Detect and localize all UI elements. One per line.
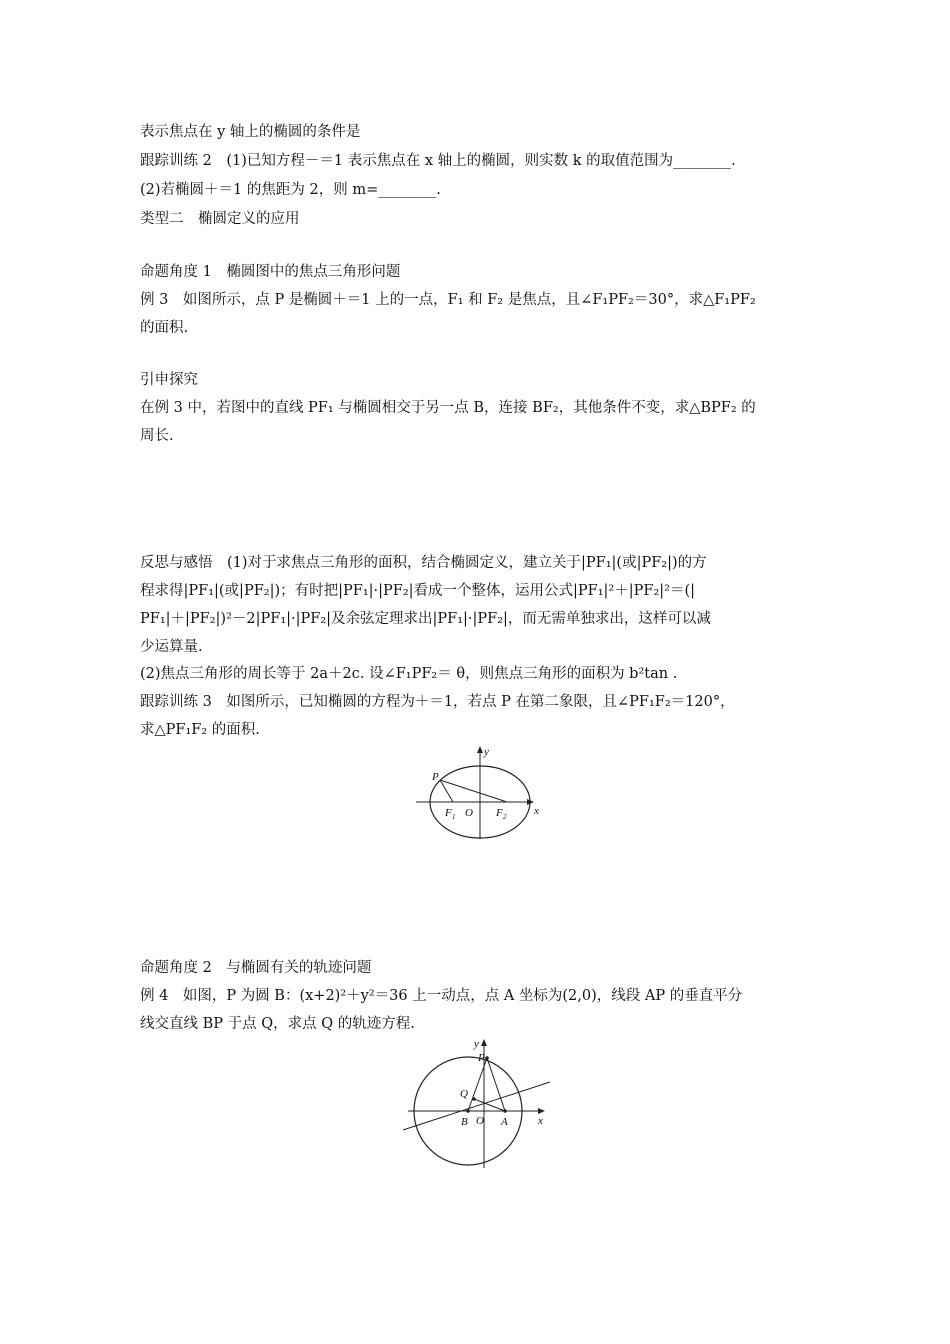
- x-axis: [408, 1108, 545, 1114]
- q-label: Q: [460, 1088, 468, 1100]
- text-line: PF₁|＋|PF₂|)²－2|PF₁|·|PF₂|及余弦定理求出|PF₁|·|PF₂|，而无需单独求出，这样可以减: [140, 611, 711, 627]
- text-line: 例 3 如图所示，点 P 是椭圆＋＝1 上的一点，F₁ 和 F₂ 是焦点，且∠F₁PF₂＝30°，求△F₁PF₂: [140, 292, 756, 308]
- subsection-heading: 命题角度 2 与椭圆有关的轨迹问题: [140, 960, 372, 976]
- circle-figure: [400, 1036, 555, 1171]
- f1-label: F: [445, 807, 452, 819]
- subsection-heading: 引申探究: [140, 372, 198, 388]
- text-line: 程求得|PF₁|(或|PF₂|)；有时把|PF₁|·|PF₂|看成一个整体，运用公式|PF₁|²＋|PF₂|²＝(|: [140, 583, 695, 599]
- text-line: 少运算量.: [140, 639, 203, 655]
- text-line: 例 4 如图，P 为圆 B：(x+2)²＋y²＝36 上一动点，点 A 坐标为(2,0)，线段 AP 的垂直平分: [140, 988, 743, 1004]
- p-label: P: [432, 771, 439, 783]
- x-axis: [416, 799, 534, 805]
- point-b: [466, 1109, 470, 1113]
- text-line: 求△PF₁F₂ 的面积.: [140, 722, 260, 738]
- point-a: [503, 1109, 507, 1113]
- y-label: y: [484, 746, 489, 758]
- f2-label: F: [496, 807, 503, 819]
- ellipse-figure: [410, 744, 550, 844]
- text-line: 周长.: [140, 428, 174, 444]
- b-label: B: [461, 1116, 468, 1128]
- text-line: (2)焦点三角形的周长等于 2a＋2c. 设∠F₁PF₂＝ θ，则焦点三角形的面积为 b²tan .: [140, 666, 678, 682]
- text-line: 线交直线 BP 于点 Q，求点 Q 的轨迹方程.: [140, 1016, 415, 1032]
- o-label: O: [476, 1115, 484, 1127]
- p-label: P: [478, 1052, 485, 1064]
- y-label: y: [474, 1038, 479, 1050]
- a-label: A: [501, 1116, 508, 1128]
- f2-subscript: 2: [503, 813, 507, 821]
- text-line: 表示焦点在 y 轴上的椭圆的条件是: [140, 124, 361, 140]
- segment-ap: [487, 1058, 505, 1111]
- text-line: 的面积.: [140, 320, 189, 336]
- point-p: [485, 1056, 489, 1060]
- text-line: 跟踪训练 3 如图所示，已知椭圆的方程为＋＝1，若点 P 在第二象限，且∠PF₁F₂＝120°，: [140, 694, 735, 710]
- text-line: 跟踪训练 2 (1)已知方程－＝1 表示焦点在 x 轴上的椭圆，则实数 k 的取值范围为________.: [140, 153, 736, 169]
- text-line: 在例 3 中，若图中的直线 PF₁ 与椭圆相交于另一点 B，连接 BF₂，其他条件不变，求△BPF₂ 的: [140, 400, 756, 416]
- subsection-heading: 命题角度 1 椭圆图中的焦点三角形问题: [140, 264, 401, 280]
- x-label: x: [538, 1115, 543, 1127]
- point-q: [472, 1097, 476, 1101]
- f1-subscript: 1: [452, 813, 456, 821]
- text-line: 反思与感悟 (1)对于求焦点三角形的面积，结合椭圆定义，建立关于|PF₁|(或|PF₂|)的方: [140, 555, 707, 571]
- x-label: x: [534, 805, 539, 817]
- text-line: (2)若椭圆＋＝1 的焦距为 2，则 m=________.: [140, 182, 441, 198]
- section-heading: 类型二 椭圆定义的应用: [140, 211, 300, 227]
- o-label: O: [465, 807, 473, 819]
- segment-pf2: [440, 780, 507, 802]
